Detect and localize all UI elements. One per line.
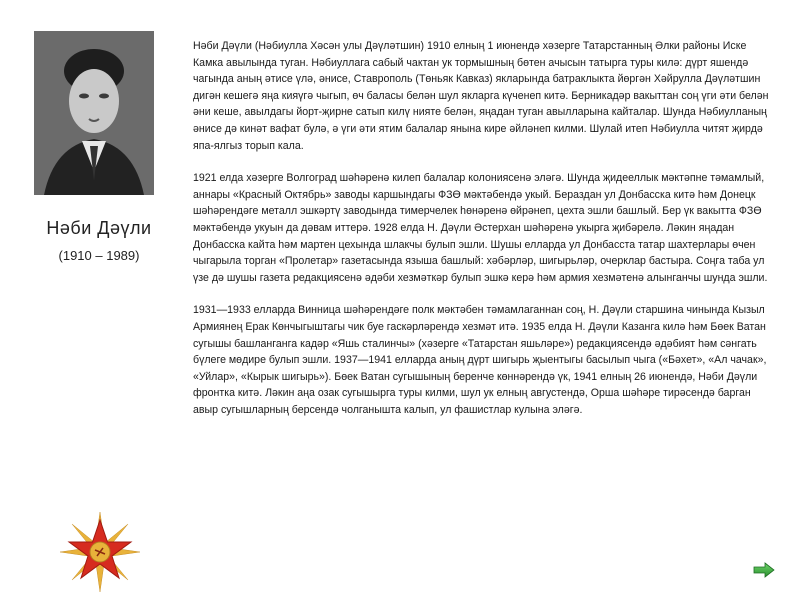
person-years: (1910 – 1989) xyxy=(58,248,140,263)
order-star-icon xyxy=(58,510,142,594)
portrait-figure xyxy=(34,31,154,195)
biography-text xyxy=(193,38,773,434)
person-name: Нәби Дәүли xyxy=(46,218,152,238)
portrait-photo xyxy=(34,31,154,195)
biography-paragraph: 1931—1933 елларда Винница шәһәрендәге полк мәктәбен тәмамлаганнан соң, Н. Дәүли старшина чинында Кызыл Армиянең Ерак Көнчыгыштагы чик буе гаскәрләрендә хезмәт итә. 1935 елда Н. Дәүли Казанга килә һәм Бөек Ватан сугышы башланганга кадәр «Яшь сталинчы» (хәзерге «Татарстан яшьләре») редакциясендә әдәбият һәм сәнгать бүлеге мөдире булып эшли. 1937—1941 елларда аның дүрт шигырь җыентыгы басылып чыга («Бәхет», «Ал чачак», «Уйлар», «Кырык шигырь»). Бөек Ватан сугышының беренче көннәрендә үк, 1941 елның 26 июнендә, Нәби Дәүли фронтка китә. Ләкин аңа озак сугышырга туры килми, шул ук елның августендә, Орша шәһәре тирәсендә барган авыр сугышларның берсендә чолганышта калып, ул фашистлар кулына эләгә. xyxy=(193,304,767,416)
next-slide-button[interactable] xyxy=(753,562,775,578)
arrow-right-icon xyxy=(753,562,775,578)
biography-paragraph: Нәби Дәүли (Нәбиулла Хәсән улы Дәүләтшин) 1910 елның 1 июнендә хәзерге Татарстанның Әлки районы Иске Камка авылында туган. Нәбиуллага сабый чактан ук тормышның бөтен ачысын татырга туры килә: дүрт яшендә чагында аның әтисе үлә, әнисе, Ставрополь (Төньяк Кавказ) якларында батраклыкта йөргән Хәйрулла Дәүләтшин дигән кешегә яңа кияүгә чыгып, өч баласы белән шул якларга күченеп китә. Берникадәр вакыттан соң үги әти белән әни кеше, авылдагы йорт-җирне сатып килү нияте белән, яңадан туган авылларына кайталар. Шунда Нәбиулланың әнисе дә кинәт вафат булә, ә үги әти ятим балалар янына кире әйләнеп килми. Шулай итеп Нәбиулла читят җирдә япа-ялгыз торып кала. xyxy=(193,40,769,152)
biography-paragraph: 1921 елда хәзерге Волгоград шәһәренә килеп балалар колониясенә эләгә. Шунда җидееллык мәктәпне тәмамлый, аннары «Красный Октябрь» заводы каршындагы ФЗӨ мәктәбендә укый. Бераздан ул Донбасска китә һәм Донецк шәһәрендәге металл эшкәртү заводында тимерчелек һөнәренә өйрәнеп, цехта эшли башлый. Бер үк вакытта ФЗӨ мәктәбендә укуын да дәвам иттерә. 1928 елда Н. Дәүли Әстерхан шәһәренә укырга җибәрелә. Ләкин яңадан Донбасска кайта һәм мартен цехында шлакчы булып эшли. Шушы елларда ул Донбасста татар шахтерлары өчен чыгарыла торган «Пролетар» газетасында язышa башлый: хәбәрләр, шигырьләр, очерклар бастыра. Соңга таба ул үзе дә шушы газета редакциясенә әдәби хезмәткәр булып эшкә керә һәм армия хезмәтенә алынганчы шунда эшли. xyxy=(193,172,768,284)
